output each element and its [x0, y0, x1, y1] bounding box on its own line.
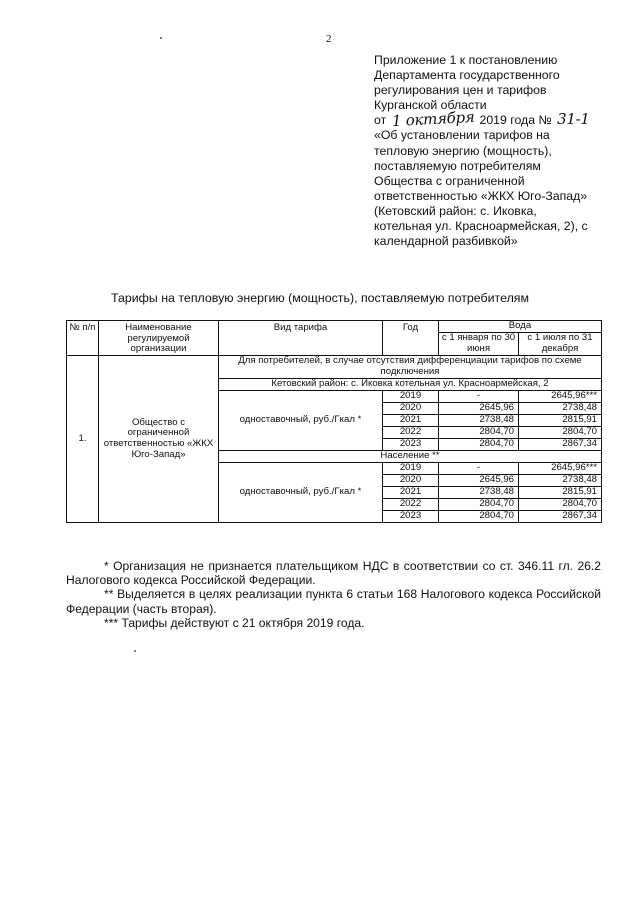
- value-cell: 2738,48: [519, 403, 602, 415]
- appendix-line: Курганской области: [374, 98, 487, 113]
- header-period-1: с 1 января по 30 июня: [439, 333, 519, 356]
- footnotes: [66, 559, 601, 630]
- value-cell: 2645,96***: [519, 463, 602, 475]
- scan-speck: [160, 37, 162, 39]
- date-prefix: от: [374, 113, 387, 128]
- handwritten-number: 31-1: [557, 110, 590, 129]
- appendix-subject-line: «Об установлении тарифов на: [374, 128, 550, 143]
- value-cell: 2804,70: [439, 427, 519, 439]
- handwritten-date: 1 октября: [391, 108, 475, 131]
- footnote: *** Тарифы действуют с 21 октября 2019 года.: [104, 615, 365, 630]
- appendix-subject-line: ответственностью «ЖКХ Юго-Запад»: [374, 188, 588, 203]
- value-cell: 2867,34: [519, 511, 602, 523]
- year-cell: 2021: [383, 415, 439, 427]
- value-cell: 2645,96: [439, 403, 519, 415]
- page-number: 2: [326, 33, 332, 45]
- year-cell: 2023: [383, 511, 439, 523]
- year-cell: 2023: [383, 439, 439, 451]
- table-heading: Тарифы на тепловую энергию (мощность), поставляемую потребителям: [110, 291, 530, 305]
- date-year: 2019 года №: [479, 113, 552, 128]
- tariff-table: [66, 320, 602, 523]
- scan-speck: [134, 650, 136, 652]
- header-tariff-type: Вид тарифа: [219, 321, 383, 356]
- value-cell: 2867,34: [519, 439, 602, 451]
- section-location: Кетовский район: с. Иковка котельная ул. Красноармейская, 2: [219, 379, 602, 391]
- value-cell: 2738,48: [439, 487, 519, 499]
- header-organization: Наименование регулируемой организации: [99, 321, 219, 356]
- appendix-line: Приложение 1 к постановлению: [374, 53, 558, 67]
- year-cell: 2020: [383, 403, 439, 415]
- value-cell: 2645,96***: [519, 391, 602, 403]
- footnote: * Организация не признается плательщиком НДС в соответствии со ст. 346.11 гл. 26.2 Налогового кодекса Российской Федерации.: [66, 559, 601, 588]
- tariff-type-cell: одноставочный, руб./Гкал *: [219, 463, 383, 523]
- value-cell: 2804,70: [439, 439, 519, 451]
- header-num: № п/п: [67, 321, 99, 356]
- appendix-subject-line: котельная ул. Красноармейская, 2), с: [374, 219, 588, 234]
- value-cell: 2804,70: [519, 499, 602, 511]
- appendix-block: [374, 53, 614, 249]
- footnote: ** Выделяется в целях реализации пункта 6 статьи 168 Налогового кодекса Российской Федерации (часть вторая).: [66, 587, 601, 616]
- year-cell: 2020: [383, 475, 439, 487]
- value-cell: -: [439, 391, 519, 403]
- value-cell: 2804,70: [439, 511, 519, 523]
- year-cell: 2019: [383, 391, 439, 403]
- section-title: Население **: [219, 451, 602, 463]
- value-cell: -: [439, 463, 519, 475]
- header-year: Год: [383, 321, 439, 356]
- appendix-line: Департамента государственного: [374, 68, 560, 83]
- header-row: [67, 321, 602, 333]
- section-row: [67, 356, 602, 379]
- tariff-type-cell: одноставочный, руб./Гкал *: [219, 391, 383, 451]
- appendix-subject-line: (Кетовский район: с. Иковка,: [374, 203, 537, 218]
- appendix-subject-line: поставляемую потребителям: [374, 158, 541, 173]
- value-cell: 2804,70: [439, 499, 519, 511]
- appendix-subject-line: календарной разбивкой»: [374, 234, 518, 249]
- header-water: Вода: [439, 321, 602, 333]
- value-cell: 2804,70: [519, 427, 602, 439]
- row-number: 1.: [67, 356, 99, 523]
- year-cell: 2021: [383, 487, 439, 499]
- organization-name: Общество с ограниченной ответственностью «ЖКХ Юго-Запад»: [99, 356, 219, 523]
- header-period-2: с 1 июля по 31 декабря: [519, 333, 602, 356]
- value-cell: 2738,48: [519, 475, 602, 487]
- value-cell: 2815,91: [519, 487, 602, 499]
- appendix-date-line: [374, 108, 614, 131]
- year-cell: 2022: [383, 499, 439, 511]
- value-cell: 2738,48: [439, 415, 519, 427]
- value-cell: 2645,96: [439, 475, 519, 487]
- year-cell: 2022: [383, 427, 439, 439]
- value-cell: 2815,91: [519, 415, 602, 427]
- appendix-subject-line: Общества с ограниченной: [374, 173, 525, 188]
- year-cell: 2019: [383, 463, 439, 475]
- appendix-subject-line: тепловую энергию (мощность),: [374, 143, 552, 158]
- appendix-line: регулирования цен и тарифов: [374, 83, 547, 98]
- section-title: Для потребителей, в случае отсутствия дифференциации тарифов по схеме подключения: [219, 356, 602, 379]
